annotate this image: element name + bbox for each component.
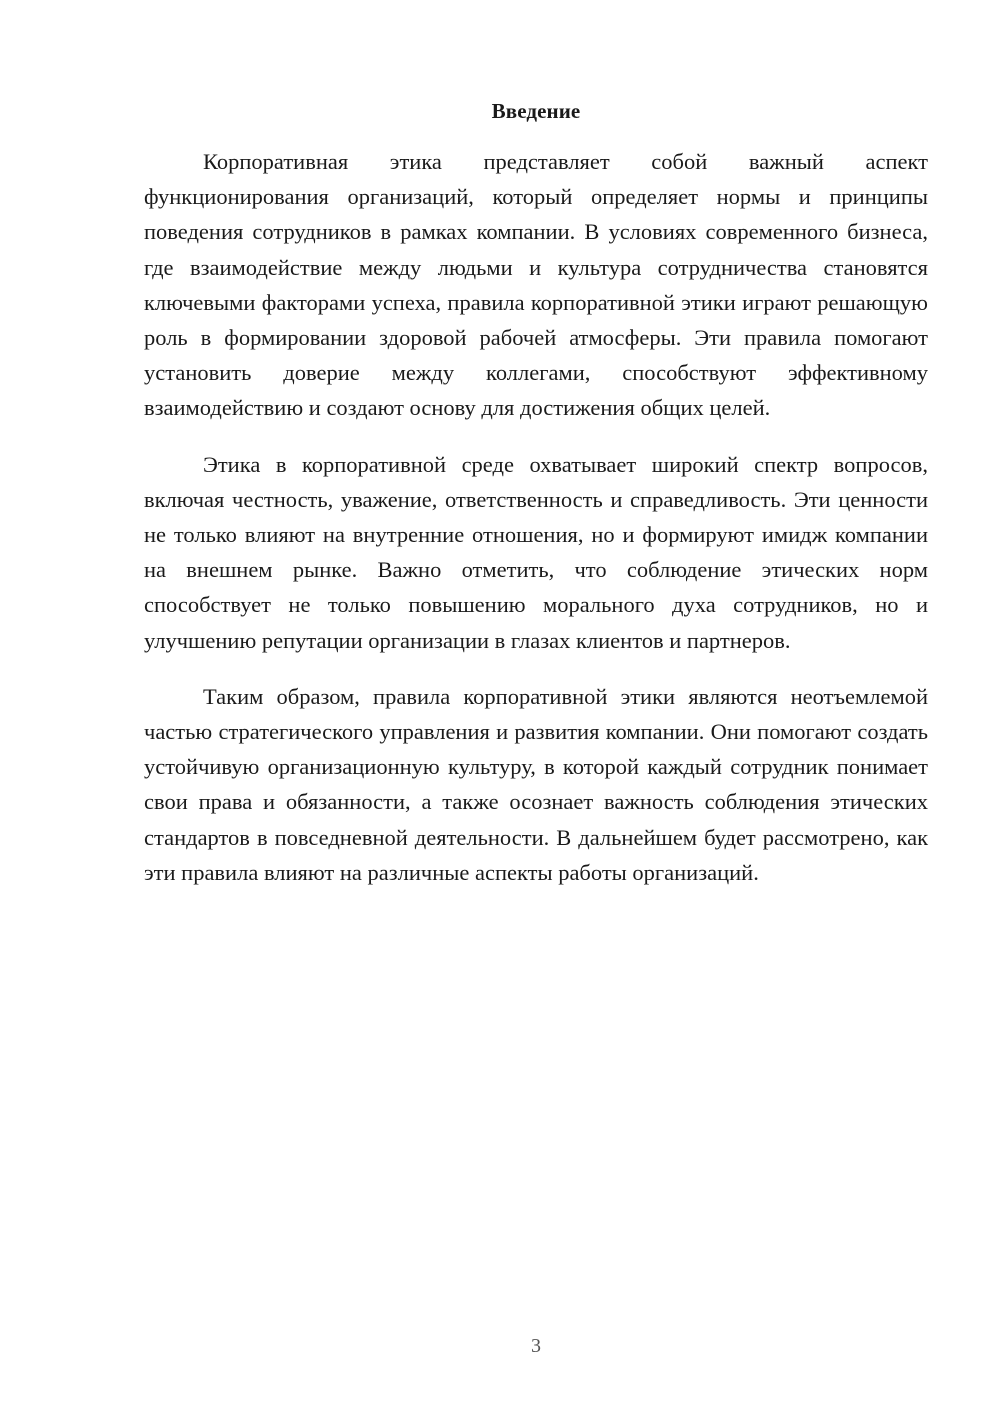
body-text — [144, 144, 928, 890]
paragraph-3: Таким образом, правила корпоративной этики являются неотъемлемой частью стратегического управления и развития компании. Они помогают создать устойчивую организационную культуру, в которой каждый сотрудник понимает свои права и обязанности, а также осознает важность соблюдения этических стандартов в повседневной деятельности. В дальнейшем будет рассмотрено, как эти правила влияют на различные аспекты работы организаций. — [144, 683, 928, 885]
paragraph-2: Этика в корпоративной среде охватывает широкий спектр вопросов, включая честность, уважение, ответственность и справедливость. Эти ценности не только влияют на внутренние отношения, но и формируют имидж компании на внешнем рынке. Важно отметить, что соблюдение этических норм способствует не только повышению морального духа сотрудников, но и улучшению репутации организации в глазах клиентов и партнеров. — [144, 451, 928, 653]
paragraph-1: Корпоративная этика представляет собой важный аспект функционирования организаций, который определяет нормы и принципы поведения сотрудников в рамках компании. В условиях современного бизнеса, где взаимодействие между людьми и культура сотрудничества становятся ключевыми факторами успеха, правила корпоративной этики играют решающую роль в формировании здоровой рабочей атмосферы. Эти правила помогают установить доверие между коллегами, способствуют эффективному взаимодействию и создают основу для достижения общих целей. — [144, 149, 928, 421]
section-heading: Введение — [491, 99, 581, 123]
page-number: 3 — [531, 1335, 541, 1357]
